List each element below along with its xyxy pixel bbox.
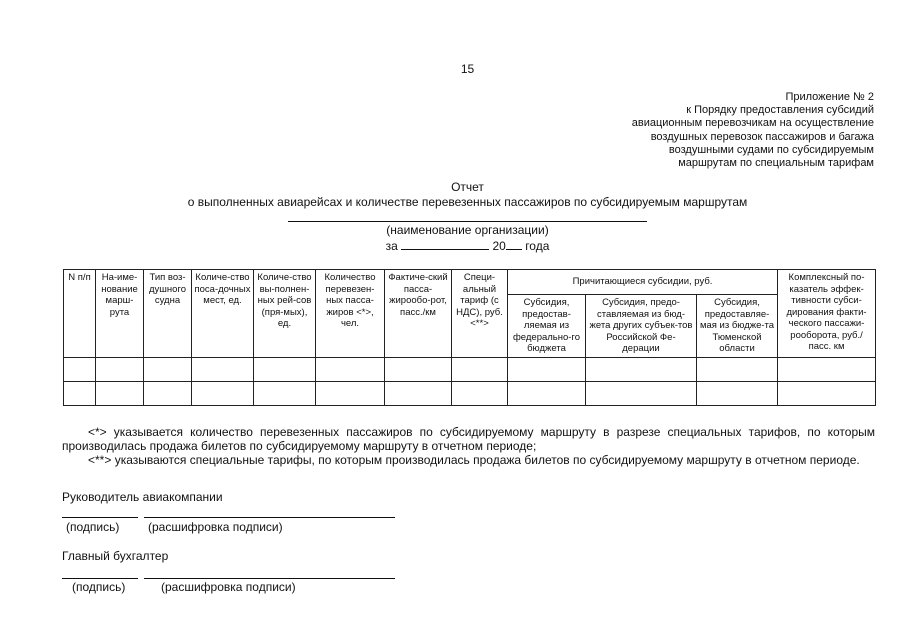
appendix-line: Приложение № 2	[785, 91, 874, 103]
col-header-passengers: Количество перевезен-ных пасса-жиров <*>, чел.	[316, 270, 385, 358]
table-cell	[64, 357, 96, 381]
report-title-line1: Отчет	[451, 180, 484, 194]
table-cell	[385, 381, 452, 405]
col-header-complex: Комплексный по-казатель эффек-тивности субси-дирования факти-ческого пассажи-рооборота, руб./пасс. км	[778, 270, 876, 358]
head-signature-title: Руководитель авиакомпании	[62, 490, 223, 504]
table-cell	[452, 381, 508, 405]
table-cell	[254, 357, 316, 381]
table-cell	[452, 357, 508, 381]
period-suffix: года	[525, 239, 550, 253]
table-cell	[144, 381, 192, 405]
table-cell	[697, 381, 778, 405]
page-number: 15	[460, 62, 475, 76]
accountant-decode-line	[144, 578, 395, 579]
table-cell	[192, 381, 254, 405]
report-table	[63, 269, 876, 406]
accountant-signature-title: Главный бухгалтер	[62, 549, 169, 563]
period-blank	[401, 239, 489, 250]
footnote-tariffs: <**> указываются специальные тарифы, по которым производилась продажа билетов по субсидируемому маршруту в отчетном периоде.	[88, 453, 860, 467]
table-cell	[316, 381, 385, 405]
table-cell	[385, 357, 452, 381]
period-year-blank	[506, 239, 522, 250]
head-sign-caption: (подпись)	[66, 520, 120, 534]
footnotes	[62, 425, 875, 467]
table-cell	[586, 357, 697, 381]
col-header-num: N п/п	[64, 270, 96, 358]
col-header-flights: Количе-ство вы-полнен-ных рей-сов (пря-мых), ед.	[254, 270, 316, 358]
accountant-sign-caption: (подпись)	[72, 580, 126, 594]
col-header-route: На-име-нование марш-рута	[96, 270, 144, 358]
table-cell	[697, 357, 778, 381]
col-header-sub-regions: Субсидия, предо-ставляемая из бюд-жета других субъек-тов Российской Фе-дерации	[586, 295, 697, 358]
report-title-line2: о выполненных авиарейсах и количестве перевезенных пассажиров по субсидируемым маршрутам	[187, 195, 748, 209]
table-row	[64, 381, 876, 405]
appendix-line: авиационным перевозчикам на осуществление	[631, 117, 874, 130]
table-cell	[778, 381, 876, 405]
period-prefix: за	[385, 239, 398, 253]
col-header-vessel: Тип воз-душного судна	[144, 270, 192, 358]
table-cell	[96, 381, 144, 405]
accountant-decode-caption: (расшифровка подписи)	[161, 580, 296, 594]
head-decode-caption: (расшифровка подписи)	[148, 520, 283, 534]
col-header-sub-tyumen: Субсидия, предоставляе-мая из бюдже-та Тюменской области	[697, 295, 778, 358]
col-header-seats: Количе-ство поса-дочных мест, ед.	[192, 270, 254, 358]
report-period	[0, 239, 905, 253]
appendix-block	[594, 91, 874, 170]
table-cell	[508, 381, 586, 405]
table-cell	[316, 357, 385, 381]
appendix-line: к Порядку предоставления субсидий	[686, 104, 874, 117]
period-year-prefix: 20	[492, 239, 506, 253]
table-cell	[586, 381, 697, 405]
appendix-line: воздушными судами по субсидируемым	[668, 143, 874, 156]
col-header-subsidies: Причитающиеся субсидии, руб.	[508, 270, 778, 295]
appendix-line: воздушных перевозок пассажиров и багажа	[650, 130, 874, 143]
table-cell	[144, 357, 192, 381]
table-cell	[254, 381, 316, 405]
col-header-tariff: Специ-альный тариф (с НДС), руб. <**>	[452, 270, 508, 358]
col-header-sub-federal: Субсидия, предостав-ляемая из федерально-го бюджета	[508, 295, 586, 358]
head-decode-line	[144, 517, 395, 518]
table-cell	[508, 357, 586, 381]
table-row	[64, 357, 876, 381]
table-cell	[64, 381, 96, 405]
table-cell	[192, 357, 254, 381]
appendix-line: маршрутам по специальным тарифам	[678, 157, 874, 170]
table-cell	[96, 357, 144, 381]
head-signature-line	[62, 517, 138, 518]
table-cell	[778, 357, 876, 381]
organization-caption: (наименование организации)	[386, 223, 549, 237]
report-title	[0, 180, 905, 210]
accountant-signature-line	[62, 578, 138, 579]
organization-name-line	[288, 221, 647, 222]
col-header-pkm: Фактиче-ский пасса-жирообо-рот, пасс./км	[385, 270, 452, 358]
footnote-passengers: <*> указывается количество перевезенных пассажиров по субсидируемому маршруту в разрезе специальных тарифов, по которым производилась продажа билетов по субсидируемому маршруту в отчетном периоде;	[62, 425, 875, 453]
